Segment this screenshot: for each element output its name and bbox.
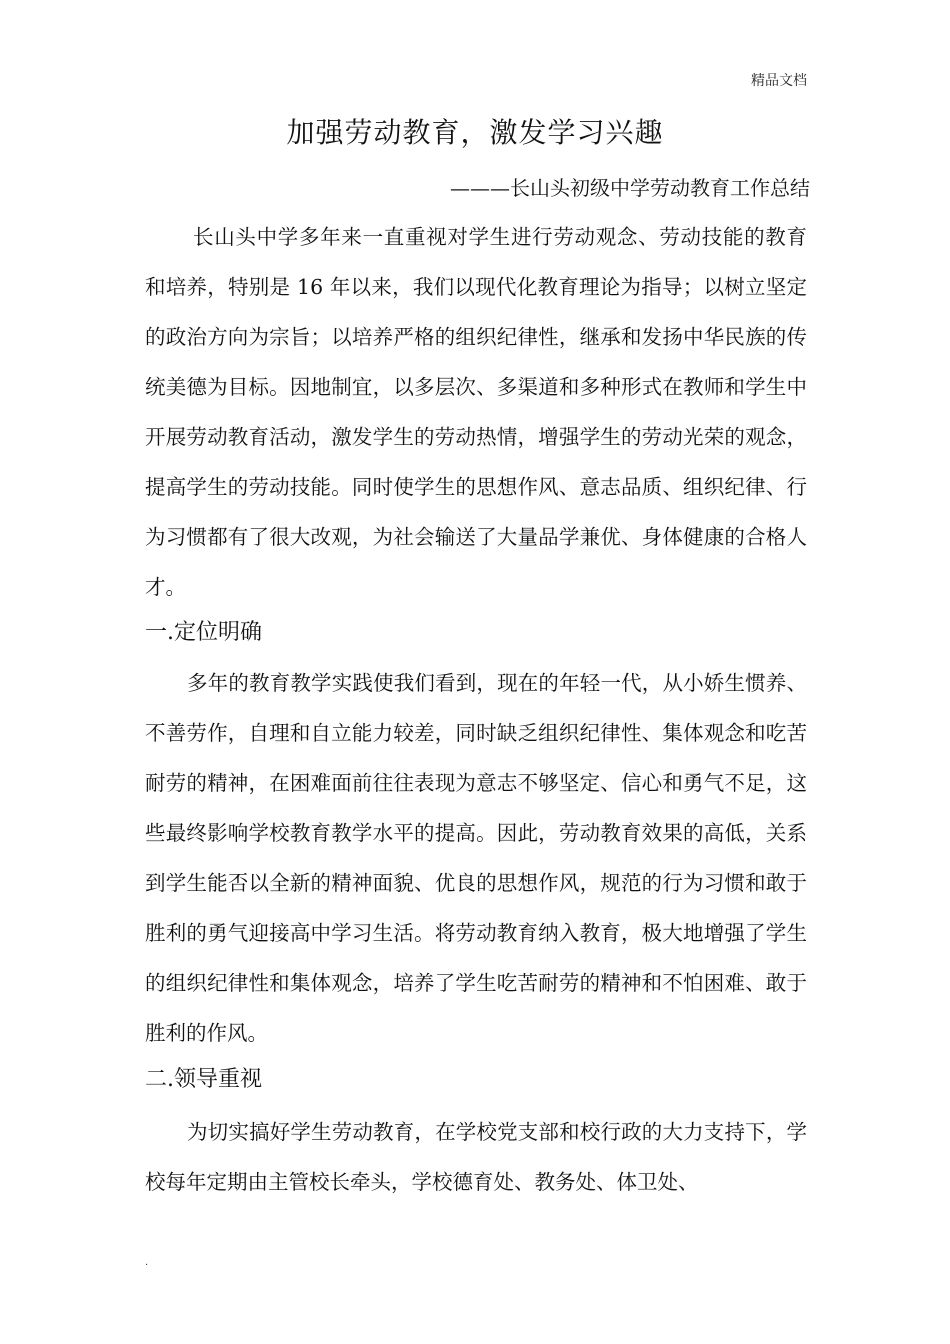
section-paragraph-1: 多年的教育教学实践使我们看到，现在的年轻一代，从小娇生惯养、不善劳作，自理和自立能力较差，同时缺乏组织纪律性、集体观念和吃苦耐劳的精神，在困难面前往往表现为意志不够坚定、信心和勇气不足，这些最终影响学校教育教学水平的提高。因此，劳动教育效果的高低，关系到学生能否以全新的精神面貌、优良的思想作风，规范的行为习惯和敢于胜利的勇气迎接高中学习生活。将劳动教育纳入教育，极大地增强了学生的组织纪律性和集体观念，培养了学生吃苦耐劳的精神和不怕困难、敢于胜利的作风。 [145,671,807,1045]
document-subtitle: ———长山头初级中学劳动教育工作总结 [450,176,810,200]
section-paragraph-2: 为切实搞好学生劳动教育，在学校党支部和校行政的大力支持下，学校每年定期由主管校长牵头，学校德育处、教务处、体卫处、 [145,1120,807,1194]
intro-paragraph: 长山头中学多年来一直重视对学生进行劳动观念、劳动技能的教育和培养，特别是 16 年以来，我们以现代化教育理论为指导；以树立坚定的政治方向为宗旨；以培养严格的组织纪律性，继承和发扬中华民族的传统美德为目标。因地制宜，以多层次、多渠道和多种形式在教师和学生中开展劳动教育活动，激发学生的劳动热情，增强学生的劳动光荣的观念，提高学生的劳动技能。同时使学生的思想作风、意志品质、组织纪律、行为习惯都有了很大改观，为社会输送了大量品学兼优、身体健康的合格人才。 [145,225,807,599]
header-mark: 精品文档 [751,73,807,89]
section-heading-2: 二.领导重视 [145,1067,262,1092]
footer-dot: . [145,1257,149,1268]
document-title: 加强劳动教育，激发学习兴趣 [286,116,664,149]
section-heading-1: 一.定位明确 [145,620,262,645]
